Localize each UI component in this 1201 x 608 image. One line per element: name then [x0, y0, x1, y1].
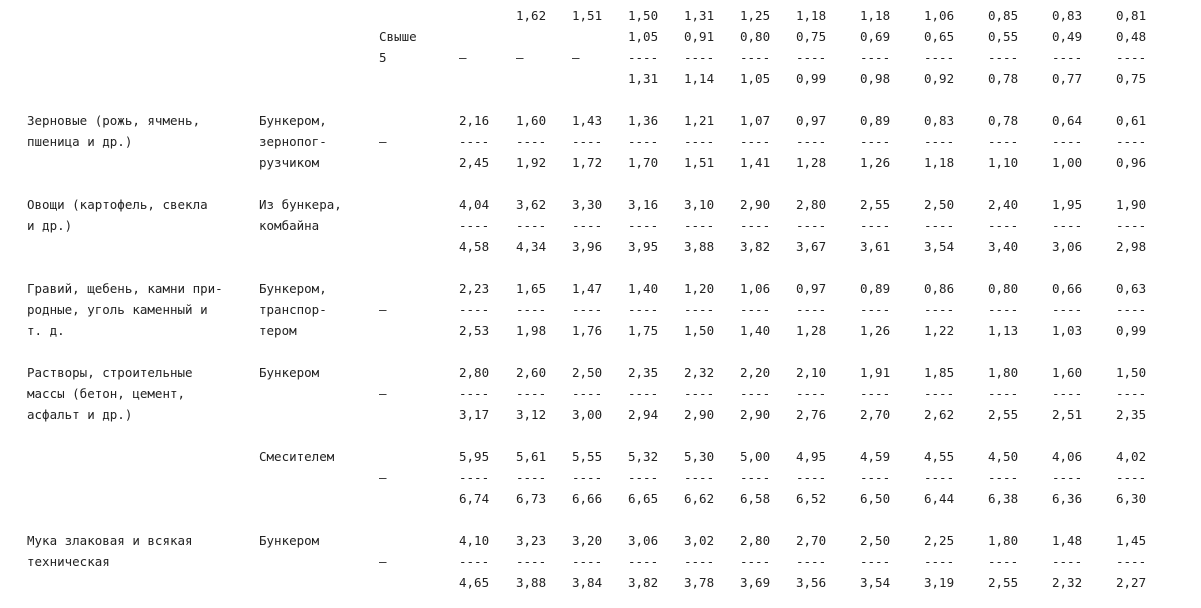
fraction-divider: ---- [924, 554, 955, 569]
value-cell: 6,73 [516, 491, 547, 506]
value-cell: 6,66 [572, 491, 603, 506]
value-cell: 1,80 [988, 365, 1019, 380]
material-name-line: асфальт и др.) [27, 407, 133, 422]
value-cell: 2,98 [1116, 239, 1147, 254]
fraction-divider: ---- [628, 470, 659, 485]
fraction-divider: ---- [860, 302, 891, 317]
fraction-divider: ---- [572, 302, 603, 317]
fraction-divider: ---- [740, 554, 771, 569]
fraction-divider: ---- [684, 134, 715, 149]
value-cell: 2,45 [459, 155, 490, 170]
loading-method-line: рузчиком [259, 155, 320, 170]
material-name-line: т. д. [27, 323, 65, 338]
value-cell: 3,02 [684, 533, 715, 548]
fraction-divider: ---- [740, 218, 771, 233]
loading-method-line: транспор- [259, 302, 327, 317]
value-cell: 3,62 [516, 197, 547, 212]
value-cell: 1,05 [740, 71, 771, 86]
fraction-divider: ---- [459, 470, 490, 485]
value-cell: 4,02 [1116, 449, 1147, 464]
fraction-divider: ---- [516, 218, 547, 233]
fraction-divider: ---- [628, 554, 659, 569]
material-name-line: Растворы, строительные [27, 365, 193, 380]
value-cell: 0,77 [1052, 71, 1083, 86]
value-cell: 1,18 [796, 8, 827, 23]
value-cell: 0,86 [924, 281, 955, 296]
value-cell: 1,95 [1052, 197, 1083, 212]
value-cell: 4,95 [796, 449, 827, 464]
value-cell: 3,88 [684, 239, 715, 254]
value-cell: 2,32 [684, 365, 715, 380]
fraction-divider: ---- [1052, 134, 1083, 149]
value-cell: 2,32 [1052, 575, 1083, 590]
fraction-divider: ---- [988, 554, 1019, 569]
value-cell: 0,65 [924, 29, 955, 44]
value-cell: 4,58 [459, 239, 490, 254]
fraction-divider: ---- [860, 470, 891, 485]
value-cell: 3,20 [572, 533, 603, 548]
value-cell: 2,90 [740, 407, 771, 422]
value-cell: 1,92 [516, 155, 547, 170]
value-cell: 0,64 [1052, 113, 1083, 128]
fraction-divider: ---- [459, 218, 490, 233]
value-cell: 2,70 [860, 407, 891, 422]
value-cell: 4,06 [1052, 449, 1083, 464]
value-cell: 0,91 [684, 29, 715, 44]
value-cell: 3,19 [924, 575, 955, 590]
value-cell: 1,25 [740, 8, 771, 23]
value-cell: 5,30 [684, 449, 715, 464]
value-cell: 4,59 [860, 449, 891, 464]
value-cell: 0,83 [924, 113, 955, 128]
value-cell: 6,52 [796, 491, 827, 506]
fraction-divider: ---- [572, 470, 603, 485]
fraction-divider: – [459, 50, 467, 65]
value-cell: 0,48 [1116, 29, 1147, 44]
value-cell: 3,00 [572, 407, 603, 422]
fraction-divider: ---- [684, 218, 715, 233]
dash-mark: – [379, 302, 387, 317]
value-cell: 4,10 [459, 533, 490, 548]
material-name-line: техническая [27, 554, 110, 569]
value-cell: 1,76 [572, 323, 603, 338]
loading-method-line: Из бункера, [259, 197, 342, 212]
value-cell: 2,40 [988, 197, 1019, 212]
value-cell: 1,14 [684, 71, 715, 86]
value-cell: 2,27 [1116, 575, 1147, 590]
value-cell: 3,61 [860, 239, 891, 254]
loading-method-line: Смесителем [259, 449, 335, 464]
fraction-divider: ---- [860, 50, 891, 65]
fraction-divider: ---- [1052, 554, 1083, 569]
fraction-divider: ---- [1052, 386, 1083, 401]
value-cell: 4,65 [459, 575, 490, 590]
value-cell: 2,70 [796, 533, 827, 548]
fraction-divider: ---- [988, 302, 1019, 317]
distance-range-line: 5 [379, 50, 387, 65]
value-cell: 6,36 [1052, 491, 1083, 506]
value-cell: 5,95 [459, 449, 490, 464]
value-cell: 1,07 [740, 113, 771, 128]
value-cell: 1,20 [684, 281, 715, 296]
fraction-divider: ---- [628, 386, 659, 401]
fraction-divider: ---- [796, 302, 827, 317]
value-cell: 1,13 [988, 323, 1019, 338]
fraction-divider: ---- [459, 302, 490, 317]
value-cell: 3,82 [628, 575, 659, 590]
value-cell: 3,30 [572, 197, 603, 212]
value-cell: 0,96 [1116, 155, 1147, 170]
value-cell: 2,16 [459, 113, 490, 128]
dash-mark: – [379, 470, 387, 485]
fraction-divider: ---- [796, 554, 827, 569]
value-cell: 2,10 [796, 365, 827, 380]
value-cell: 1,36 [628, 113, 659, 128]
value-cell: 2,94 [628, 407, 659, 422]
fraction-divider: ---- [924, 218, 955, 233]
value-cell: 4,50 [988, 449, 1019, 464]
fraction-divider: – [572, 50, 580, 65]
fraction-divider: ---- [459, 134, 490, 149]
value-cell: 5,55 [572, 449, 603, 464]
value-cell: 1,75 [628, 323, 659, 338]
value-cell: 2,62 [924, 407, 955, 422]
value-cell: 1,18 [924, 155, 955, 170]
value-cell: 0,85 [988, 8, 1019, 23]
value-cell: 0,81 [1116, 8, 1147, 23]
value-cell: 1,45 [1116, 533, 1147, 548]
fraction-divider: ---- [516, 302, 547, 317]
dash-mark: – [379, 554, 387, 569]
value-cell: 3,69 [740, 575, 771, 590]
value-cell: 3,54 [924, 239, 955, 254]
fraction-divider: ---- [628, 218, 659, 233]
fraction-divider: ---- [684, 302, 715, 317]
material-name-line: Гравий, щебень, камни при- [27, 281, 223, 296]
fraction-divider: ---- [1116, 470, 1147, 485]
value-cell: 0,89 [860, 113, 891, 128]
value-cell: 0,98 [860, 71, 891, 86]
value-cell: 0,78 [988, 113, 1019, 128]
value-cell: 1,26 [860, 323, 891, 338]
value-cell: 3,88 [516, 575, 547, 590]
fraction-divider: ---- [1116, 134, 1147, 149]
fraction-divider: ---- [988, 50, 1019, 65]
value-cell: 6,50 [860, 491, 891, 506]
value-cell: 1,72 [572, 155, 603, 170]
fraction-divider: ---- [988, 386, 1019, 401]
fraction-divider: ---- [684, 554, 715, 569]
value-cell: 1,03 [1052, 323, 1083, 338]
value-cell: 0,80 [988, 281, 1019, 296]
value-cell: 2,55 [860, 197, 891, 212]
fraction-divider: ---- [1052, 50, 1083, 65]
value-cell: 1,28 [796, 323, 827, 338]
value-cell: 6,74 [459, 491, 490, 506]
value-cell: 2,35 [628, 365, 659, 380]
value-cell: 2,55 [988, 575, 1019, 590]
value-cell: 6,62 [684, 491, 715, 506]
fraction-divider: ---- [860, 554, 891, 569]
value-cell: 5,32 [628, 449, 659, 464]
fraction-divider: ---- [572, 134, 603, 149]
value-cell: 0,55 [988, 29, 1019, 44]
value-cell: 1,62 [516, 8, 547, 23]
material-name-line: пшеница и др.) [27, 134, 133, 149]
fraction-divider: ---- [740, 386, 771, 401]
value-cell: 2,50 [860, 533, 891, 548]
value-cell: 2,25 [924, 533, 955, 548]
value-cell: 3,16 [628, 197, 659, 212]
value-cell: 1,26 [860, 155, 891, 170]
value-cell: 0,66 [1052, 281, 1083, 296]
value-cell: 1,90 [1116, 197, 1147, 212]
value-cell: 2,60 [516, 365, 547, 380]
fraction-divider: ---- [516, 134, 547, 149]
value-cell: 0,80 [740, 29, 771, 44]
value-cell: 5,61 [516, 449, 547, 464]
dash-mark: – [379, 386, 387, 401]
fraction-divider: ---- [988, 134, 1019, 149]
value-cell: 6,65 [628, 491, 659, 506]
value-cell: 1,40 [740, 323, 771, 338]
value-cell: 2,51 [1052, 407, 1083, 422]
value-cell: 2,50 [924, 197, 955, 212]
value-cell: 1,05 [628, 29, 659, 44]
value-cell: 1,48 [1052, 533, 1083, 548]
value-cell: 1,91 [860, 365, 891, 380]
value-cell: 6,30 [1116, 491, 1147, 506]
value-cell: 1,80 [988, 533, 1019, 548]
fraction-divider: ---- [1052, 470, 1083, 485]
value-cell: 0,75 [1116, 71, 1147, 86]
fraction-divider: ---- [1116, 302, 1147, 317]
value-cell: 0,99 [1116, 323, 1147, 338]
value-cell: 4,34 [516, 239, 547, 254]
value-cell: 1,22 [924, 323, 955, 338]
value-cell: 6,58 [740, 491, 771, 506]
value-cell: 0,78 [988, 71, 1019, 86]
loading-method-line: Бункером, [259, 281, 327, 296]
value-cell: 1,21 [684, 113, 715, 128]
value-cell: 0,63 [1116, 281, 1147, 296]
fraction-divider: ---- [572, 554, 603, 569]
fraction-divider: ---- [1052, 218, 1083, 233]
material-name-line: Овощи (картофель, свекла [27, 197, 208, 212]
fraction-divider: ---- [924, 50, 955, 65]
value-cell: 3,40 [988, 239, 1019, 254]
fraction-divider: ---- [796, 50, 827, 65]
value-cell: 1,28 [796, 155, 827, 170]
fraction-divider: ---- [924, 386, 955, 401]
value-cell: 4,55 [924, 449, 955, 464]
value-cell: 1,06 [924, 8, 955, 23]
value-cell: 0,97 [796, 113, 827, 128]
fraction-divider: ---- [459, 554, 490, 569]
value-cell: 1,51 [684, 155, 715, 170]
value-cell: 3,82 [740, 239, 771, 254]
fraction-divider: ---- [1116, 386, 1147, 401]
fraction-divider: ---- [924, 302, 955, 317]
fraction-divider: ---- [1052, 302, 1083, 317]
fraction-divider: ---- [796, 470, 827, 485]
value-cell: 3,06 [628, 533, 659, 548]
fraction-divider: ---- [860, 218, 891, 233]
value-cell: 0,61 [1116, 113, 1147, 128]
dash-mark: – [379, 134, 387, 149]
fraction-divider: ---- [516, 386, 547, 401]
fraction-divider: ---- [924, 470, 955, 485]
value-cell: 0,97 [796, 281, 827, 296]
value-cell: 1,60 [516, 113, 547, 128]
value-cell: 1,98 [516, 323, 547, 338]
fraction-divider: ---- [1116, 50, 1147, 65]
value-cell: 3,06 [1052, 239, 1083, 254]
value-cell: 5,00 [740, 449, 771, 464]
material-name-line: родные, уголь каменный и [27, 302, 208, 317]
value-cell: 2,90 [684, 407, 715, 422]
value-cell: 1,18 [860, 8, 891, 23]
value-cell: 3,56 [796, 575, 827, 590]
loading-method-line: комбайна [259, 218, 320, 233]
value-cell: 3,17 [459, 407, 490, 422]
value-cell: 1,85 [924, 365, 955, 380]
value-cell: 0,89 [860, 281, 891, 296]
fraction-divider: ---- [572, 386, 603, 401]
fraction-divider: ---- [684, 386, 715, 401]
fraction-divider: ---- [740, 134, 771, 149]
value-cell: 3,54 [860, 575, 891, 590]
value-cell: 2,53 [459, 323, 490, 338]
fraction-divider: ---- [740, 302, 771, 317]
fraction-divider: ---- [516, 470, 547, 485]
material-name-line: Мука злаковая и всякая [27, 533, 193, 548]
fraction-divider: ---- [516, 554, 547, 569]
value-cell: 0,49 [1052, 29, 1083, 44]
value-cell: 3,23 [516, 533, 547, 548]
value-cell: 3,78 [684, 575, 715, 590]
fraction-divider: ---- [860, 134, 891, 149]
fraction-divider: ---- [684, 50, 715, 65]
value-cell: 1,06 [740, 281, 771, 296]
value-cell: 1,50 [1116, 365, 1147, 380]
value-cell: 2,90 [740, 197, 771, 212]
fraction-divider: ---- [924, 134, 955, 149]
fraction-divider: ---- [1116, 218, 1147, 233]
value-cell: 1,31 [684, 8, 715, 23]
material-name-line: массы (бетон, цемент, [27, 386, 186, 401]
value-cell: 0,83 [1052, 8, 1083, 23]
value-cell: 2,50 [572, 365, 603, 380]
value-cell: 3,84 [572, 575, 603, 590]
value-cell: 1,50 [684, 323, 715, 338]
value-cell: 3,96 [572, 239, 603, 254]
fraction-divider: ---- [796, 218, 827, 233]
loading-method-line: Бункером [259, 365, 320, 380]
fraction-divider: ---- [740, 470, 771, 485]
material-name-line: и др.) [27, 218, 73, 233]
fraction-divider: ---- [740, 50, 771, 65]
value-cell: 2,80 [459, 365, 490, 380]
value-cell: 3,12 [516, 407, 547, 422]
value-cell: 3,67 [796, 239, 827, 254]
value-cell: 1,00 [1052, 155, 1083, 170]
fraction-divider: ---- [572, 218, 603, 233]
value-cell: 3,95 [628, 239, 659, 254]
loading-method-line: Бункером [259, 533, 320, 548]
loading-method-line: зернопог- [259, 134, 327, 149]
fraction-divider: ---- [796, 386, 827, 401]
value-cell: 1,65 [516, 281, 547, 296]
fraction-divider: ---- [628, 50, 659, 65]
value-cell: 2,80 [796, 197, 827, 212]
value-cell: 0,92 [924, 71, 955, 86]
fraction-divider: ---- [459, 386, 490, 401]
value-cell: 2,55 [988, 407, 1019, 422]
fraction-divider: ---- [860, 386, 891, 401]
fraction-divider: – [516, 50, 524, 65]
value-cell: 1,50 [628, 8, 659, 23]
value-cell: 4,04 [459, 197, 490, 212]
value-cell: 0,99 [796, 71, 827, 86]
value-cell: 1,41 [740, 155, 771, 170]
value-cell: 6,38 [988, 491, 1019, 506]
value-cell: 2,35 [1116, 407, 1147, 422]
value-cell: 1,31 [628, 71, 659, 86]
fraction-divider: ---- [988, 470, 1019, 485]
fraction-divider: ---- [796, 134, 827, 149]
fraction-divider: ---- [988, 218, 1019, 233]
distance-range-line: Свыше [379, 29, 417, 44]
value-cell: 0,75 [796, 29, 827, 44]
fraction-divider: ---- [628, 302, 659, 317]
value-cell: 1,70 [628, 155, 659, 170]
value-cell: 2,20 [740, 365, 771, 380]
value-cell: 2,76 [796, 407, 827, 422]
value-cell: 3,10 [684, 197, 715, 212]
value-cell: 1,47 [572, 281, 603, 296]
value-cell: 2,23 [459, 281, 490, 296]
loading-method-line: Бункером, [259, 113, 327, 128]
fraction-divider: ---- [684, 470, 715, 485]
value-cell: 0,69 [860, 29, 891, 44]
value-cell: 1,40 [628, 281, 659, 296]
fraction-divider: ---- [628, 134, 659, 149]
value-cell: 1,51 [572, 8, 603, 23]
value-cell: 1,60 [1052, 365, 1083, 380]
value-cell: 1,43 [572, 113, 603, 128]
loading-method-line: тером [259, 323, 297, 338]
fraction-divider: ---- [1116, 554, 1147, 569]
value-cell: 2,80 [740, 533, 771, 548]
value-cell: 6,44 [924, 491, 955, 506]
material-name-line: Зерновые (рожь, ячмень, [27, 113, 201, 128]
value-cell: 1,10 [988, 155, 1019, 170]
